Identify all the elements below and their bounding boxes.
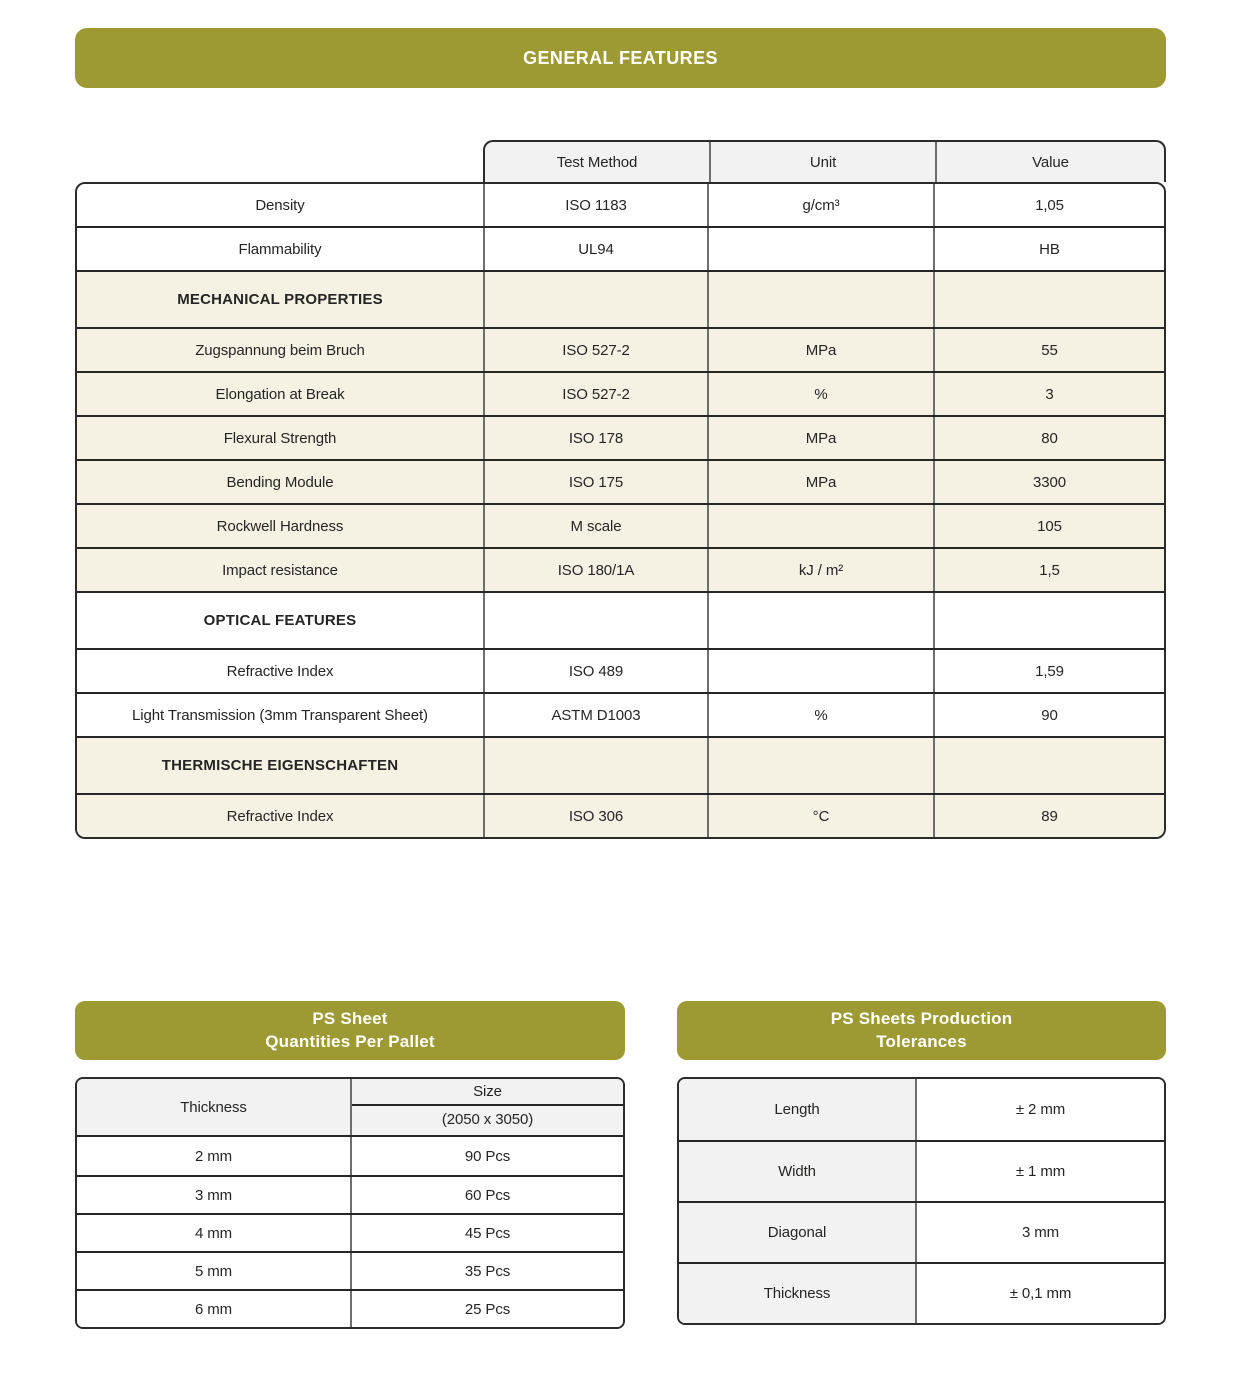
unit-column-header: Unit xyxy=(709,142,935,182)
test-method-column-header: Test Method xyxy=(556,153,638,171)
production-tolerances-banner xyxy=(677,1001,1166,1060)
pallet-row xyxy=(77,1175,623,1213)
test-method-cell: ISO 1183 xyxy=(483,184,707,226)
unit-cell: % xyxy=(707,694,933,736)
quantity-cell: 45 Pcs xyxy=(350,1215,623,1251)
unit-cell: MPa xyxy=(707,461,933,503)
property-row xyxy=(77,226,1164,270)
thickness-cell: 4 mm xyxy=(194,1224,233,1242)
property-name-cell: MECHANICAL PROPERTIES xyxy=(177,291,383,308)
property-row xyxy=(77,415,1164,459)
pallet-banner-line2: Quantities Per Pallet xyxy=(265,1031,435,1051)
pallet-quantities-table xyxy=(75,1077,625,1329)
property-row xyxy=(77,692,1164,736)
tolerance-value-cell: ± 0,1 mm xyxy=(917,1264,1164,1323)
property-name-cell: Flammability xyxy=(238,240,322,258)
tolerance-value-cell: ± 2 mm xyxy=(917,1079,1164,1140)
tolerance-value-cell: ± 1 mm xyxy=(917,1142,1164,1201)
value-cell: 55 xyxy=(933,329,1164,371)
pallet-row xyxy=(77,1251,623,1289)
unit-cell: °C xyxy=(707,795,933,837)
value-cell: 1,5 xyxy=(933,549,1164,591)
tolerance-name-cell: Thickness xyxy=(679,1264,917,1323)
value-cell: 80 xyxy=(933,417,1164,459)
general-features-table xyxy=(75,182,1166,839)
test-method-cell xyxy=(483,738,707,793)
thickness-cell: 6 mm xyxy=(194,1300,233,1318)
pallet-row xyxy=(77,1289,623,1327)
pallet-table-body xyxy=(77,1137,623,1327)
section-header-row xyxy=(77,270,1164,327)
tolerance-row xyxy=(679,1201,1164,1262)
tolerance-name-cell: Width xyxy=(679,1142,917,1201)
property-name-cell: Zugspannung beim Bruch xyxy=(195,341,365,359)
unit-cell xyxy=(707,738,933,793)
unit-cell xyxy=(707,228,933,270)
unit-cell: g/cm³ xyxy=(707,184,933,226)
property-name-cell: Elongation at Break xyxy=(215,385,345,403)
quantity-cell: 90 Pcs xyxy=(350,1137,623,1175)
unit-cell: % xyxy=(707,373,933,415)
value-cell: 3300 xyxy=(933,461,1164,503)
test-method-cell: ISO 527-2 xyxy=(483,373,707,415)
unit-cell: MPa xyxy=(707,329,933,371)
pallet-row xyxy=(77,1213,623,1251)
test-method-cell: M scale xyxy=(483,505,707,547)
value-cell xyxy=(933,738,1164,793)
property-row xyxy=(77,793,1164,837)
tolerance-row xyxy=(679,1262,1164,1323)
tolerance-name-cell: Diagonal xyxy=(679,1203,917,1262)
unit-cell xyxy=(707,593,933,648)
tolerance-row xyxy=(679,1140,1164,1201)
property-row xyxy=(77,327,1164,371)
tolerance-value-cell: 3 mm xyxy=(917,1203,1164,1262)
thickness-column-header: Thickness xyxy=(180,1098,247,1116)
property-name-cell: OPTICAL FEATURES xyxy=(203,612,357,629)
unit-cell xyxy=(707,505,933,547)
property-row xyxy=(77,371,1164,415)
unit-cell: kJ / m² xyxy=(707,549,933,591)
unit-cell xyxy=(707,650,933,692)
property-row xyxy=(77,547,1164,591)
pallet-table-header xyxy=(77,1079,623,1137)
section-header-row xyxy=(77,591,1164,648)
value-cell: 1,05 xyxy=(933,184,1164,226)
thickness-cell: 3 mm xyxy=(194,1186,233,1204)
pallet-quantities-block xyxy=(75,1001,625,1329)
value-cell: 1,59 xyxy=(933,650,1164,692)
property-name-cell: Density xyxy=(255,196,305,214)
tolerances-banner-line1: PS Sheets Production xyxy=(830,1009,1013,1029)
test-method-cell xyxy=(483,272,707,327)
property-row xyxy=(77,184,1164,226)
bottom-tables xyxy=(75,1001,1166,1329)
production-tolerances-table xyxy=(677,1077,1166,1325)
pallet-banner-line1: PS Sheet xyxy=(312,1009,388,1029)
property-name-cell: Rockwell Hardness xyxy=(216,517,344,535)
property-name-cell: Light Transmission (3mm Transparent Sheet) xyxy=(132,706,428,724)
property-name-cell: THERMISCHE EIGENSCHAFTEN xyxy=(161,757,399,774)
test-method-cell: ISO 180/1A xyxy=(483,549,707,591)
tolerances-banner-line2: Tolerances xyxy=(876,1031,967,1051)
value-column-header: Value xyxy=(935,142,1164,182)
general-features-title: GENERAL FEATURES xyxy=(523,47,718,68)
pallet-quantities-banner xyxy=(75,1001,625,1060)
test-method-cell xyxy=(483,593,707,648)
unit-cell: MPa xyxy=(707,417,933,459)
quantity-cell: 60 Pcs xyxy=(350,1177,623,1213)
property-name-cell: Impact resistance xyxy=(222,561,338,579)
test-method-cell: ISO 306 xyxy=(483,795,707,837)
value-cell: 90 xyxy=(933,694,1164,736)
test-method-cell: ISO 178 xyxy=(483,417,707,459)
value-cell: 89 xyxy=(933,795,1164,837)
size-column-header-group xyxy=(350,1079,623,1135)
value-cell xyxy=(933,593,1164,648)
datasheet-page xyxy=(0,28,1241,1363)
production-tolerances-block xyxy=(677,1001,1166,1329)
test-method-cell: ISO 489 xyxy=(483,650,707,692)
property-row xyxy=(77,503,1164,547)
test-method-cell: ISO 175 xyxy=(483,461,707,503)
quantity-cell: 25 Pcs xyxy=(350,1291,623,1327)
quantity-cell: 35 Pcs xyxy=(350,1253,623,1289)
property-name-cell: Bending Module xyxy=(226,473,334,491)
tolerance-name-cell: Length xyxy=(679,1079,917,1140)
thickness-cell: 2 mm xyxy=(194,1147,233,1165)
value-cell: 3 xyxy=(933,373,1164,415)
general-features-banner xyxy=(75,28,1166,88)
size-column-subheader: (2050 x 3050) xyxy=(441,1111,534,1128)
section-header-row xyxy=(77,736,1164,793)
size-column-header: Size xyxy=(352,1079,623,1106)
thickness-cell: 5 mm xyxy=(194,1262,233,1280)
general-features-column-headers xyxy=(483,140,1166,182)
value-cell: 105 xyxy=(933,505,1164,547)
test-method-cell: ISO 527-2 xyxy=(483,329,707,371)
tolerance-row xyxy=(679,1079,1164,1140)
value-cell: HB xyxy=(933,228,1164,270)
pallet-row xyxy=(77,1137,623,1175)
property-name-cell: Refractive Index xyxy=(226,662,334,680)
test-method-cell: ASTM D1003 xyxy=(483,694,707,736)
test-method-cell: UL94 xyxy=(483,228,707,270)
property-name-cell: Refractive Index xyxy=(226,807,334,825)
value-cell xyxy=(933,272,1164,327)
property-row xyxy=(77,459,1164,503)
unit-cell xyxy=(707,272,933,327)
property-name-cell: Flexural Strength xyxy=(223,429,337,447)
property-row xyxy=(77,648,1164,692)
